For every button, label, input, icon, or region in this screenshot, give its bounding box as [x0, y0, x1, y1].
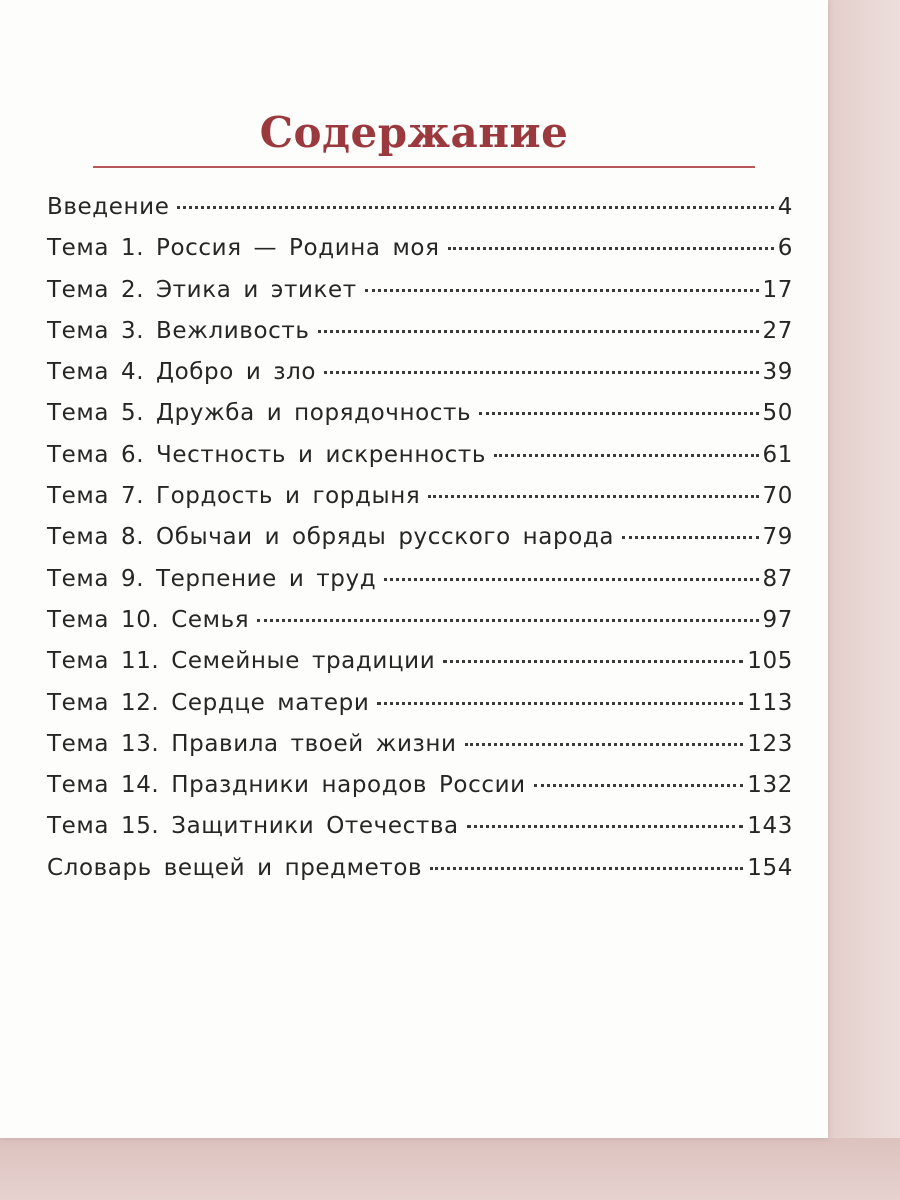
- toc-entry-label: Тема 1. Россия — Родина моя: [47, 235, 440, 262]
- toc-entry-page: 27: [762, 317, 793, 344]
- toc-dot-leader: [467, 825, 744, 828]
- toc-dot-leader: [177, 206, 773, 209]
- toc-dot-leader: [365, 289, 759, 292]
- title-divider: [93, 166, 755, 168]
- toc-entry[interactable]: [47, 393, 793, 434]
- toc-dot-leader: [494, 454, 758, 457]
- toc-entry-page: 61: [762, 441, 793, 468]
- toc-entry[interactable]: [47, 517, 793, 558]
- toc-entry-label: Тема 8. Обычаи и обряды русского народа: [47, 524, 615, 551]
- toc-entry[interactable]: [47, 765, 793, 806]
- toc-entry[interactable]: [47, 228, 793, 269]
- toc-entry[interactable]: [47, 848, 793, 889]
- toc-dot-leader: [377, 702, 743, 705]
- toc-entry-page: 113: [747, 689, 793, 716]
- toc-entry[interactable]: [47, 352, 793, 393]
- toc-dot-leader: [465, 743, 744, 746]
- toc-dot-leader: [443, 660, 743, 663]
- toc-entry-label: Введение: [47, 194, 170, 220]
- toc-entry-label: Тема 14. Праздники народов России: [47, 772, 526, 799]
- toc-entry[interactable]: [47, 435, 793, 476]
- toc-entry-page: 70: [762, 483, 793, 510]
- toc-dot-leader: [318, 330, 759, 333]
- toc-dot-leader: [257, 619, 758, 622]
- toc-entry-page: 154: [747, 854, 793, 881]
- toc-entry-page: 123: [747, 730, 793, 757]
- toc-entry-page: 105: [747, 648, 793, 675]
- toc-dot-leader: [324, 371, 758, 374]
- toc-entry-label: Тема 9. Терпение и труд: [47, 565, 377, 592]
- toc-entry-page: 132: [747, 772, 793, 799]
- toc-entry[interactable]: [47, 641, 793, 682]
- toc-dot-leader: [428, 495, 758, 498]
- toc-entry[interactable]: [47, 806, 793, 847]
- toc-entry-label: Тема 11. Семейные традиции: [47, 648, 436, 675]
- toc-entry-page: 17: [762, 276, 793, 303]
- toc-entry[interactable]: [47, 476, 793, 517]
- toc-dot-leader: [448, 247, 774, 250]
- toc-entry-label: Словарь вещей и предметов: [47, 854, 423, 881]
- toc-entry[interactable]: [47, 559, 793, 600]
- toc-entry[interactable]: [47, 270, 793, 311]
- toc-entry-label: Тема 15. Защитники Отечества: [47, 813, 459, 840]
- table-of-contents: [47, 187, 793, 889]
- toc-entry-label: Тема 13. Правила твоей жизни: [47, 730, 457, 757]
- toc-dot-leader: [622, 536, 758, 539]
- toc-entry-page: 79: [762, 524, 793, 551]
- toc-entry[interactable]: [47, 187, 793, 228]
- toc-entry-page: 4: [777, 194, 793, 220]
- toc-entry-label: Тема 6. Честность и искренность: [47, 441, 487, 468]
- toc-entry-label: Тема 3. Вежливость: [47, 317, 310, 344]
- toc-entry[interactable]: [47, 683, 793, 724]
- toc-dot-leader: [534, 784, 744, 787]
- toc-entry-label: Тема 2. Этика и этикет: [47, 276, 357, 303]
- toc-entry[interactable]: [47, 600, 793, 641]
- page-edge-right: [828, 0, 900, 1138]
- toc-dot-leader: [430, 867, 743, 870]
- toc-dot-leader: [384, 578, 758, 581]
- toc-entry-label: Тема 4. Добро и зло: [47, 359, 317, 386]
- toc-entry-label: Тема 5. Дружба и порядочность: [47, 400, 472, 427]
- toc-entry[interactable]: [47, 311, 793, 352]
- page-title: Содержание: [259, 108, 569, 157]
- toc-entry-label: Тема 12. Сердце матери: [47, 689, 370, 716]
- toc-entry-page: 143: [747, 813, 793, 840]
- page-edge-bottom: [0, 1138, 900, 1200]
- toc-entry-page: 50: [762, 400, 793, 427]
- toc-entry[interactable]: [47, 724, 793, 765]
- toc-entry-page: 39: [762, 359, 793, 386]
- toc-entry-page: 97: [762, 606, 793, 633]
- toc-entry-page: 87: [762, 565, 793, 592]
- toc-dot-leader: [479, 412, 758, 415]
- toc-entry-label: Тема 7. Гордость и гордыня: [47, 483, 421, 510]
- toc-entry-page: 6: [777, 235, 793, 262]
- toc-entry-label: Тема 10. Семья: [47, 606, 250, 633]
